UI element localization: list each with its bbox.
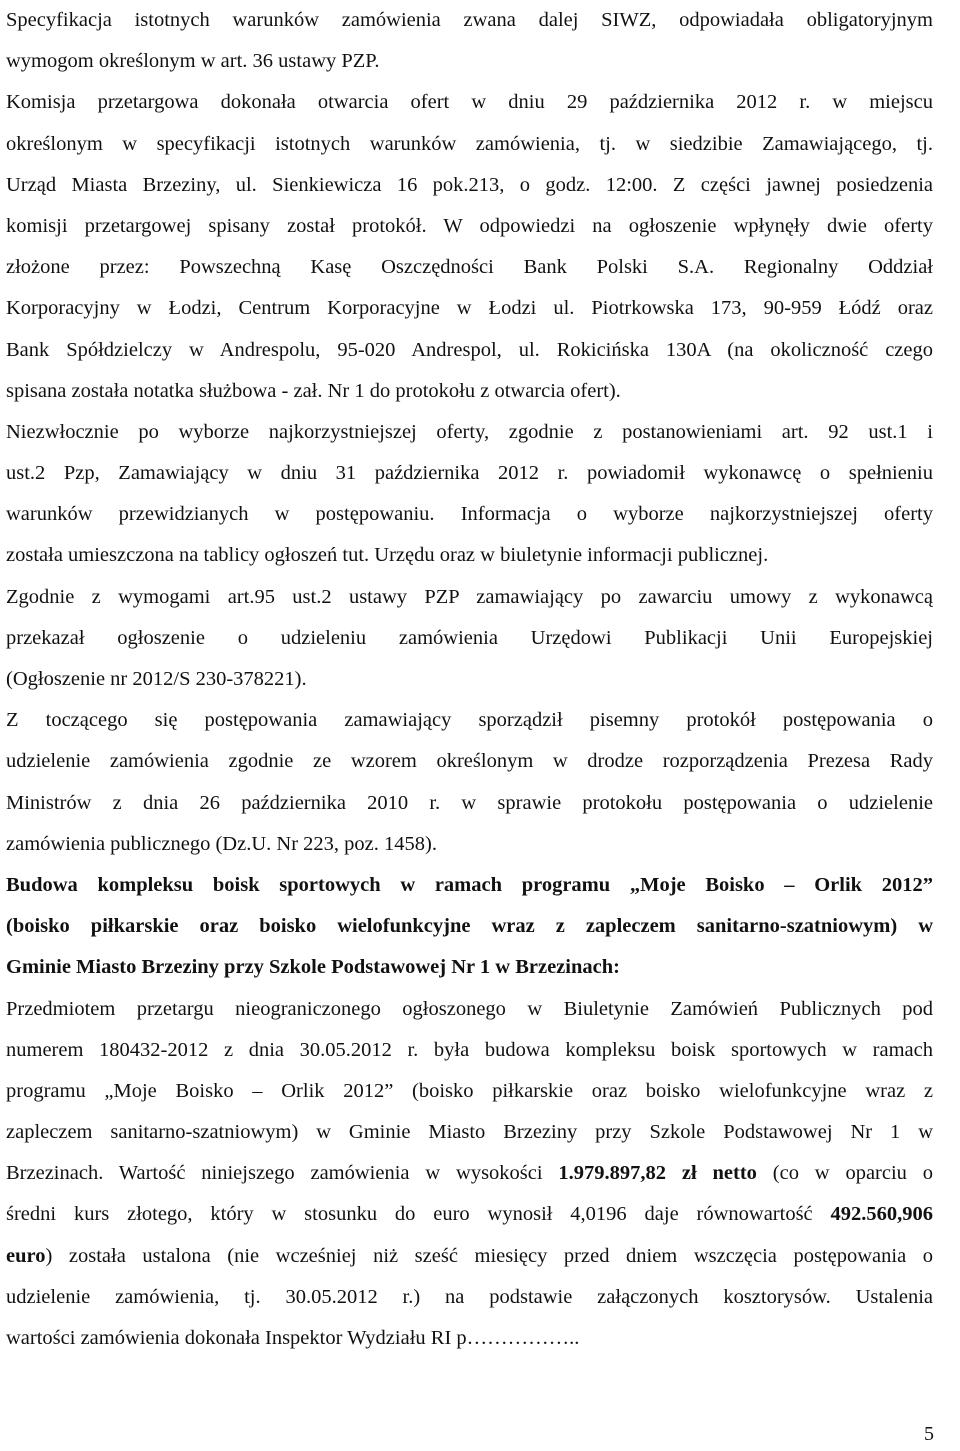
text-line: Komisja przetargowa dokonała otwarcia ofert w dniu 29 października 2012 r. w miejscu: [6, 91, 933, 114]
text-line: [6, 1194, 933, 1235]
text-line: Gminie Miasto Brzeziny przy Szkole Podstawowej Nr 1 w Brzezinach:: [6, 956, 620, 979]
text-line: zamówienia publicznego (Dz.U. Nr 223, poz. 1458).: [6, 832, 437, 855]
text-line: (boisko piłkarskie oraz boisko wielofunkcyjne wraz z zapleczem sanitarno-szatniowym) w: [6, 915, 933, 938]
text-line: Z toczącego się postępowania zamawiający sporządził pisemny protokół postępowania o: [6, 709, 933, 732]
text-segment: Brzezinach. Wartość niniejszego zamówienia w wysokości: [6, 1162, 559, 1185]
text-line: programu „Moje Boisko – Orlik 2012” (boisko piłkarskie oraz boisko wielofunkcyjne wraz z: [6, 1079, 933, 1102]
text-line: została umieszczona na tablicy ogłoszeń tut. Urzędu oraz w biuletynie informacji publicznej.: [6, 544, 769, 567]
text-line: udzielenie zamówienia zgodnie ze wzorem określonym w drodze rozporządzenia Prezesa Rady: [6, 750, 933, 773]
text-line: numerem 180432-2012 z dnia 30.05.2012 r. była budowa kompleksu boisk sportowych w ramach: [6, 1038, 933, 1061]
text-line: spisana została notatka służbowa - zał. Nr 1 do protokołu z otwarcia ofert).: [6, 379, 621, 402]
text-line: komisji przetargowej spisany został protokół. W odpowiedzi na ogłoszenie wpłynęły dwie oferty: [6, 214, 933, 237]
text-line: wymogom określonym w art. 36 ustawy PZP.: [6, 50, 380, 73]
text-line: Bank Spółdzielczy w Andrespolu, 95-020 Andrespol, ul. Rokicińska 130A (na okoliczność czego: [6, 338, 933, 361]
text-line: określonym w specyfikacji istotnych warunków zamówienia, tj. w siedzibie Zamawiającego, tj.: [6, 132, 933, 155]
text-line: Przedmiotem przetargu nieograniczonego ogłoszonego w Biuletynie Zamówień Publicznych pod: [6, 997, 933, 1020]
page-number: 5: [924, 1423, 934, 1445]
text-line: Specyfikacja istotnych warunków zamówienia zwana dalej SIWZ, odpowiadała obligatoryjnym: [6, 9, 933, 31]
text-line: Zgodnie z wymogami art.95 ust.2 ustawy PZP zamawiający po zawarciu umowy z wykonawcą: [6, 585, 933, 608]
text-line: Niezwłocznie po wyborze najkorzystniejszej oferty, zgodnie z postanowieniami art. 92 ust.1 i: [6, 420, 933, 443]
bold-text: 1.979.897,82 zł netto: [558, 1162, 757, 1185]
document-page: [6, 0, 933, 1359]
bold-text: euro: [6, 1244, 46, 1267]
text-line: Budowa kompleksu boisk sportowych w ramach programu „Moje Boisko – Orlik 2012”: [6, 873, 933, 896]
text-line: Urząd Miasta Brzeziny, ul. Sienkiewicza 16 pok.213, o godz. 12:00. Z części jawnej posiedzenia: [6, 173, 933, 196]
text-line: Korporacyjny w Łodzi, Centrum Korporacyjne w Łodzi ul. Piotrkowska 173, 90-959 Łódź oraz: [6, 297, 933, 320]
text-line: [6, 1236, 933, 1277]
text-segment: ) została ustalona (nie wcześniej niż sześć miesięcy przed dniem wszczęcia postępowania o: [45, 1244, 933, 1267]
text-line: Ministrów z dnia 26 października 2010 r. w sprawie protokołu postępowania o udzielenie: [6, 791, 933, 814]
text-line: ust.2 Pzp, Zamawiający w dniu 31 października 2012 r. powiadomił wykonawcę o spełnieniu: [6, 462, 933, 485]
text-line: [6, 1153, 933, 1194]
text-line: udzielenie zamówienia, tj. 30.05.2012 r.) na podstawie załączonych kosztorysów. Ustalenia: [6, 1285, 933, 1308]
text-line: złożone przez: Powszechną Kasę Oszczędności Bank Polski S.A. Regionalny Oddział: [6, 256, 933, 279]
text-line: (Ogłoszenie nr 2012/S 230-378221).: [6, 668, 307, 690]
bold-text: 492.560,906: [830, 1203, 933, 1226]
document-body: [6, 0, 933, 1359]
text-line: zapleczem sanitarno-szatniowym) w Gminie Miasto Brzeziny przy Szkole Podstawowej Nr 1 w: [6, 1121, 933, 1144]
text-segment: średni kurs złotego, który w stosunku do euro wynosił 4,0196 daje równowartość: [6, 1203, 831, 1226]
text-line: wartości zamówienia dokonała Inspektor Wydziału RI p……………..: [6, 1327, 580, 1349]
text-segment: (co w oparciu o: [756, 1162, 933, 1185]
text-line: warunków przewidzianych w postępowaniu. Informacja o wyborze najkorzystniejszej oferty: [6, 503, 933, 526]
text-line: przekazał ogłoszenie o udzieleniu zamówienia Urzędowi Publikacji Unii Europejskiej: [6, 626, 933, 649]
